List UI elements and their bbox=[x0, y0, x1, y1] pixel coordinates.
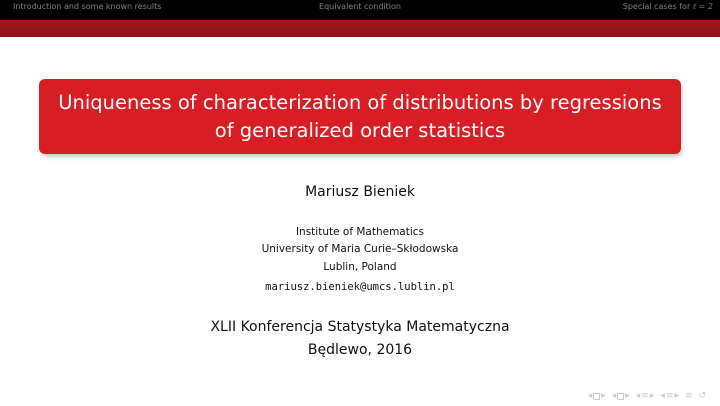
nav-separator-icon: ≡ bbox=[684, 391, 693, 401]
nav-frame-group bbox=[588, 391, 606, 401]
section-link-special-cases[interactable] bbox=[623, 2, 713, 11]
title-line-1: Uniqueness of characterization of distributions by regressions bbox=[58, 90, 662, 114]
institute-line-1: Institute of Mathematics bbox=[295, 226, 425, 238]
nav-section-group bbox=[636, 391, 655, 401]
author-email: mariusz.bieniek@umcs.lublin.pl bbox=[265, 281, 455, 293]
nav-subsection-prev-icon[interactable]: ◂ bbox=[611, 391, 617, 401]
section-link-special-cases-math: ℓ = 2 bbox=[692, 2, 713, 11]
section-link-introduction[interactable]: Introduction and some known results bbox=[13, 2, 162, 11]
nav-subsection-next-icon[interactable]: ▸ bbox=[625, 391, 630, 401]
nav-doc-icon[interactable]: ≡ bbox=[665, 391, 674, 401]
title-block bbox=[39, 79, 681, 154]
nav-doc-next-icon[interactable]: ▸ bbox=[674, 391, 679, 401]
nav-frame-next-icon[interactable]: ▸ bbox=[601, 391, 606, 401]
conference-place-date: Będlewo, 2016 bbox=[307, 342, 413, 358]
nav-subsection-group bbox=[612, 391, 630, 401]
nav-section-icon[interactable]: ≡ bbox=[641, 391, 649, 401]
conference-name: XLII Konferencja Statystyka Matematyczna bbox=[210, 319, 510, 335]
section-headline bbox=[0, 0, 720, 20]
author-name: Mariusz Bieniek bbox=[305, 184, 415, 200]
institute-line-2: University of Maria Curie–Skłodowska bbox=[261, 243, 459, 255]
nav-frame-prev-icon[interactable]: ◂ bbox=[587, 391, 593, 401]
nav-doc-prev-icon[interactable]: ◂ bbox=[660, 391, 665, 401]
header-red-bar bbox=[0, 20, 720, 37]
beamer-navigation-bar bbox=[588, 390, 706, 402]
nav-search-icon[interactable]: ↺ bbox=[698, 391, 706, 401]
nav-frame-icon[interactable] bbox=[593, 393, 600, 400]
institute-line-3: Lublin, Poland bbox=[323, 261, 397, 273]
title-line-2: of generalized order statistics bbox=[214, 118, 506, 142]
nav-doc-group bbox=[660, 391, 679, 401]
section-link-special-cases-text: Special cases for bbox=[622, 2, 693, 11]
section-link-equivalent-condition[interactable]: Equivalent condition bbox=[319, 2, 401, 11]
nav-subsection-icon[interactable] bbox=[617, 393, 624, 400]
nav-section-next-icon[interactable]: ▸ bbox=[649, 391, 655, 401]
nav-section-prev-icon[interactable]: ◂ bbox=[635, 391, 641, 401]
